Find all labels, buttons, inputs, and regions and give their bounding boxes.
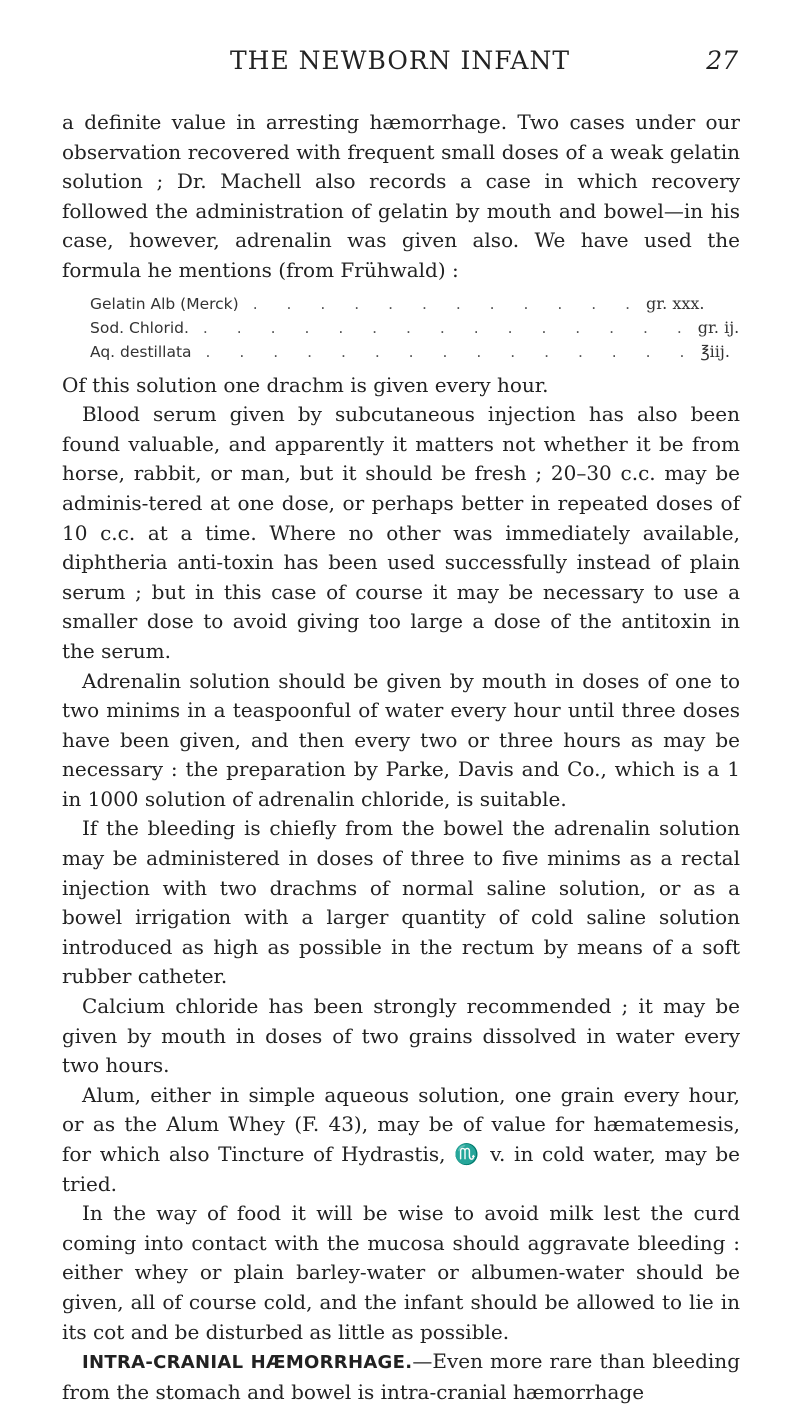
gelatin-formula <box>90 292 740 364</box>
paragraph-7: Alum, either in simple aqueous solution, one grain every hour, or as the Alum Whey (F. 43), may be of value for hæmatemesis, for which also Tincture of Hydrastis, ♏ v. in cold water, may be tried. <box>62 1082 740 1196</box>
formula-leader-dots: . . . . . . . . . . . . . . . <box>205 342 697 361</box>
paragraph-9 <box>62 1347 740 1407</box>
page-number: 27 <box>706 46 738 75</box>
formula-row <box>90 340 730 364</box>
formula-row <box>90 316 740 340</box>
formula-leader-dots: . . . . . . . . . . . . . . . <box>202 318 694 337</box>
paragraph-3: Blood serum given by subcutaneous injection has also been found valuable, and apparently it matters not whether it be from horse, rabbit, or man, but it should be fresh ; 20–30 c.c. may be adminis-tered at one dose, or perhaps better in repeated doses of 10 c.c. at a time. Where no other was immediately available, diphtheria anti-toxin has been used successfully instead of plain serum ; but in this case of course it may be necessary to use a smaller dose to avoid giving too large a dose of the antitoxin in the serum. <box>62 402 740 663</box>
formula-ingredient: Gelatin Alb (Merck) <box>90 294 239 313</box>
formula-row <box>90 292 705 316</box>
formula-dose: ℥iij. <box>700 341 730 361</box>
formula-dose: gr. ij. <box>697 317 740 337</box>
formula-dose: gr. xxx. <box>646 293 705 313</box>
body-text <box>62 108 740 1407</box>
page-header <box>0 46 800 86</box>
formula-ingredient: Aq. destillata <box>90 342 192 361</box>
formula-leader-dots: . . . . . . . . . . . . <box>252 294 643 313</box>
paragraph-9-text: —Even more rare than bleeding from the stomach and bowel is intra-cranial hæmorrhage <box>62 1349 740 1404</box>
paragraph-8: In the way of food it will be wise to avoid milk lest the curd coming into contact with the mucosa should aggravate bleeding : either whey or plain barley-water or albumen-water should be given, all of course cold, and the infant should be allowed to lie in its cot and be disturbed as little as possible. <box>62 1201 740 1344</box>
paragraph-2: Of this solution one drachm is given every hour. <box>62 372 549 397</box>
paragraph-1: a definite value in arresting hæmorrhage. Two cases under our observation recovered with frequent small doses of a weak gelatin solution ; Dr. Machell also records a case in which recovery followed the administration of gelatin by mouth and bowel—in his case, however, adrenalin was given also. We have used the formula he mentions (from Frühwald) : <box>62 110 740 282</box>
paragraph-4: Adrenalin solution should be given by mouth in doses of one to two minims in a teaspoonful of water every hour until three doses have been given, and then every two or three hours as may be necessary : the preparation by Parke, Davis and Co., which is a 1 in 1000 solution of adrenalin chloride, is suitable. <box>62 668 740 811</box>
formula-ingredient: Sod. Chlorid. <box>90 318 189 337</box>
running-head: THE NEWBORN INFANT <box>230 46 570 75</box>
paragraph-6: Calcium chloride has been strongly recommended ; it may be given by mouth in doses of two grains dissolved in water every two hours. <box>62 994 740 1078</box>
section-heading: INTRA-CRANIAL HÆMORRHAGE. <box>82 1352 413 1374</box>
paragraph-5: If the bleeding is chiefly from the bowel the adrenalin solution may be administered in doses of three to five minims as a rectal injection with two drachms of normal saline solution, or as a bowel irrigation with a larger quantity of cold saline solution introduced as high as possible in the rectum by means of a soft rubber catheter. <box>62 816 740 989</box>
